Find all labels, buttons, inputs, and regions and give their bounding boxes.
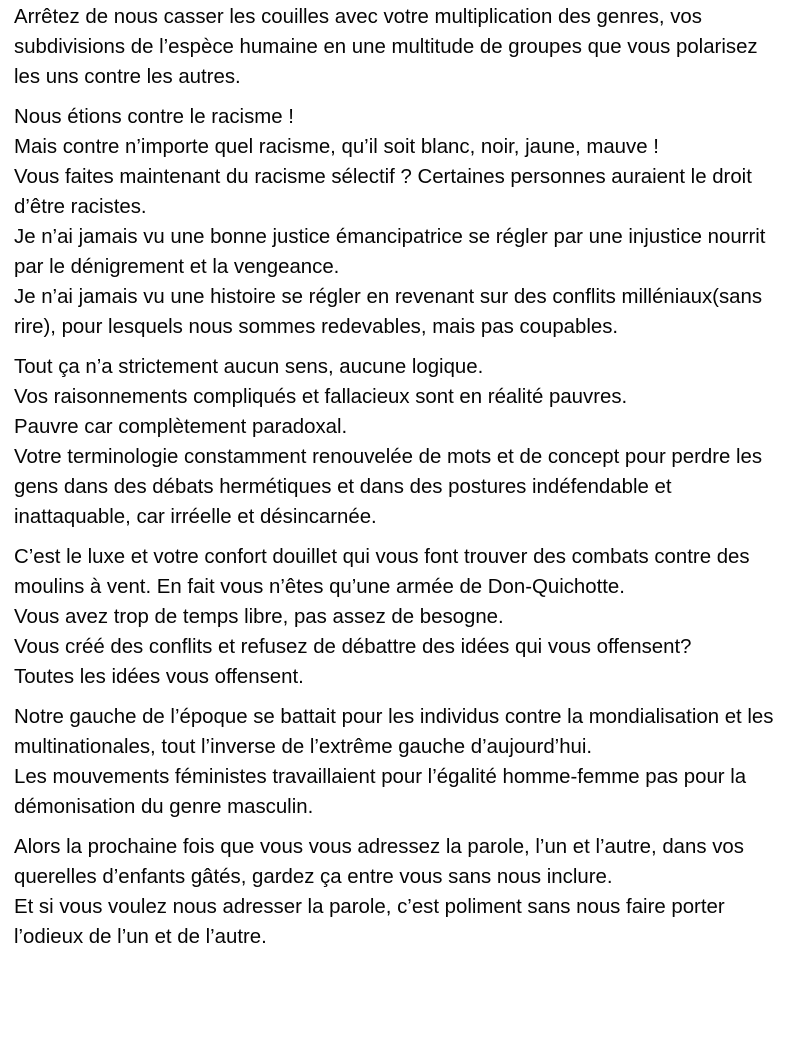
text-line: Alors la prochaine fois que vous vous adressez la parole, l’un et l’autre, dans vos querelles d’enfants gâtés, gardez ça entre vous sans nous inclure. xyxy=(14,836,750,888)
text-line: Vos raisonnements compliqués et fallacieux sont en réalité pauvres. xyxy=(14,386,628,408)
paragraph-3 xyxy=(14,352,784,532)
text-line: Pauvre car complètement paradoxal. xyxy=(14,416,348,438)
text-line: Je n’ai jamais vu une histoire se régler en revenant sur des conflits milléniaux(sans rire), pour lesquels nous sommes redevables, mais pas coupables. xyxy=(14,286,768,338)
paragraph-1 xyxy=(14,2,784,92)
text-line: Toutes les idées vous offensent. xyxy=(14,666,304,688)
text-line: Tout ça n’a strictement aucun sens, aucune logique. xyxy=(14,356,484,378)
text-line: Les mouvements féministes travaillaient pour l’égalité homme-femme pas pour la démonisation du genre masculin. xyxy=(14,766,752,818)
text-line: Vous créé des conflits et refusez de débattre des idées qui vous offensent? xyxy=(14,636,692,658)
text-line: Notre gauche de l’époque se battait pour les individus contre la mondialisation et les multinationales, tout l’inverse de l’extrême gauche d’aujourd’hui. xyxy=(14,706,780,758)
text-line: Vous avez trop de temps libre, pas assez de besogne. xyxy=(14,606,504,628)
text-line: Votre terminologie constamment renouvelée de mots et de concept pour perdre les gens dans des débats hermétiques et dans des postures indéfendable et inattaquable, car irréelle et désincarnée. xyxy=(14,446,768,528)
paragraph-2 xyxy=(14,102,784,342)
paragraph-6 xyxy=(14,832,784,952)
paragraph-5 xyxy=(14,702,784,822)
text-line: Nous étions contre le racisme ! xyxy=(14,106,294,128)
text-line: Je n’ai jamais vu une bonne justice émancipatrice se régler par une injustice nourrit par le dénigrement et la vengeance. xyxy=(14,226,772,278)
text-line: Arrêtez de nous casser les couilles avec votre multiplication des genres, vos subdivisions de l’espèce humaine en une multitude de groupes que vous polarisez les uns contre les autres. xyxy=(14,6,764,88)
paragraph-4 xyxy=(14,542,784,692)
text-line: Vous faites maintenant du racisme sélectif ? Certaines personnes auraient le droit d’être racistes. xyxy=(14,166,758,218)
text-line: Mais contre n’importe quel racisme, qu’il soit blanc, noir, jaune, mauve ! xyxy=(14,136,659,158)
text-line: Et si vous voulez nous adresser la parole, c’est poliment sans nous faire porter l’odieux de l’un et de l’autre. xyxy=(14,896,731,948)
text-line: C’est le luxe et votre confort douillet qui vous font trouver des combats contre des moulins à vent. En fait vous n’êtes qu’une armée de Don-Quichotte. xyxy=(14,546,756,598)
